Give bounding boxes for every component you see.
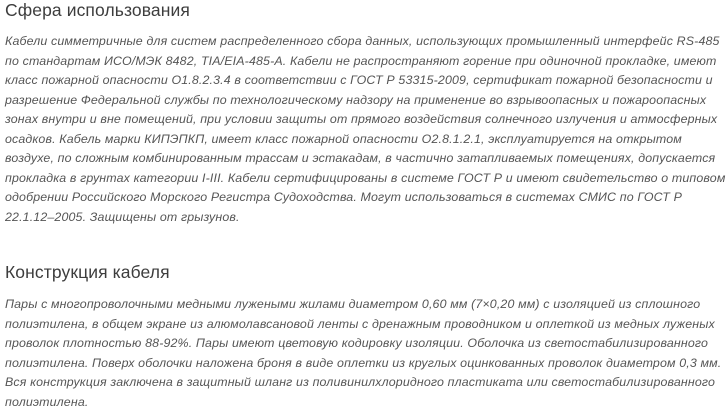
usage-section xyxy=(5,0,726,227)
construction-line: проволок плотностью 88-92%. Пары имеют цветовую кодировку изоляции. Оболочка из светостабилизированного xyxy=(5,336,709,351)
construction-line: полиэтилена, в общем экране из алюмолавсановой ленты с дренажным проводником и оплеткой из медных луженых xyxy=(5,316,715,331)
construction-heading: Конструкция кабеля xyxy=(5,262,170,282)
usage-line: 22.1.12–2005. Защищены от грызунов. xyxy=(5,209,240,224)
usage-line: осадков. Кабель марки КИПЭПКП, имеет класс пожарной опасности О2.8.1.2.1, эксплуатируется на открытом xyxy=(5,131,682,146)
construction-line: Вся конструкция заключена в защитный шланг из поливинилхлоридного пластиката или светостабилизированного xyxy=(5,375,716,390)
usage-paragraph xyxy=(5,32,726,227)
construction-line: Пары с многопроволочными медными лужеными жилами диаметром 0,60 мм (7×0,20 мм) с изоляцией из сплошного xyxy=(5,297,701,311)
usage-line: воздухе, по сложным комбинированным трассам и эстакадам, в частично затапливаемых помещениях, допускается xyxy=(5,151,716,166)
usage-line: зонах внутри и вне помещений, при условии защиты от прямого воздействия солнечного излучения и атмосферных xyxy=(5,112,718,127)
usage-line: по стандартам ИСО/МЭК 8482, TIA/EIA-485-A. Кабели не распространяют горение при одиночной прокладке, имеют xyxy=(5,53,717,68)
usage-line: разрешение Федеральной службы по технологическому надзору на применение во взрывоопасных и пожароопасных xyxy=(5,92,707,107)
construction-line: полиэтилена. Поверх оболочки наложена броня в виде оплетки из круглых оцинкованных проволок диаметром 0,3 мм. xyxy=(5,355,722,370)
usage-line: класс пожарной опасности О1.8.2.3.4 в соответствии с ГОСТ Р 53315-2009, сертификат пожарной безопасности и xyxy=(5,73,713,88)
usage-line: прокладка в грунтах категории I-III. Кабели сертифицированы в системе ГОСТ Р и имеют свидетельство о типовом xyxy=(5,170,726,185)
construction-section xyxy=(5,262,721,410)
usage-line: Кабели симметричные для систем распределенного сбора данных, использующих промышленный интерфейс RS-485 xyxy=(5,34,720,48)
construction-paragraph xyxy=(5,295,721,410)
construction-line: полиэтилена. xyxy=(5,394,89,409)
usage-line: одобрении Российского Морского Регистра Судоходства. Могут использоваться в системах СМИС по ГОСТ Р xyxy=(5,190,683,205)
usage-heading: Сфера использования xyxy=(5,0,190,20)
